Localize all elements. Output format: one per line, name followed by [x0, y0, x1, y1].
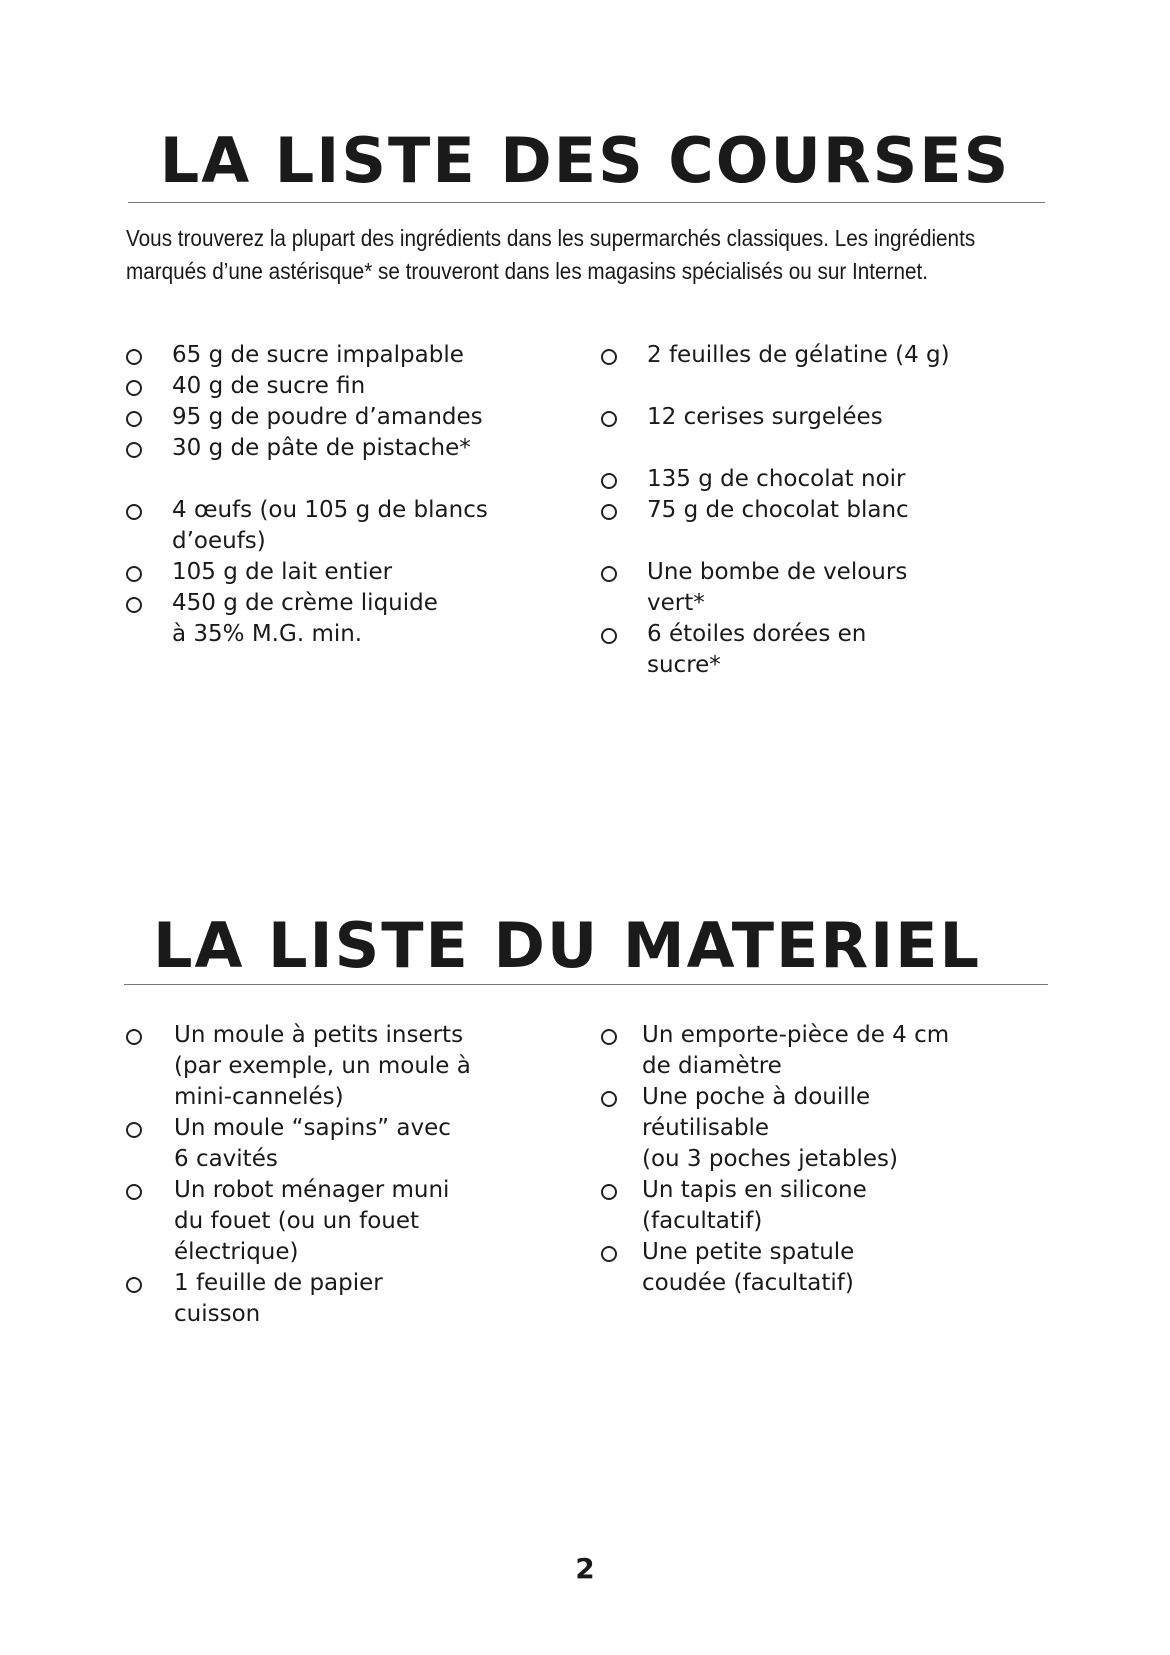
materiel-divider	[124, 984, 1048, 985]
list-item-text: 40 g de sucre fin	[172, 373, 366, 399]
checkbox-circle-icon	[126, 1184, 142, 1200]
list-item-text: 75 g de chocolat blanc	[647, 497, 909, 523]
list-item-text: 4 œufs (ou 105 g de blancs	[172, 497, 488, 523]
list-item-text: 95 g de poudre d’amandes	[172, 404, 483, 430]
list-item-text: réutilisable	[642, 1115, 770, 1141]
list-item-text: cuisson	[174, 1301, 261, 1327]
courses-title: LA LISTE DES COURSES	[159, 124, 1011, 197]
checkbox-circle-icon	[601, 566, 617, 582]
checkbox-circle-icon	[601, 411, 617, 427]
courses-divider	[128, 202, 1045, 203]
checkbox-circle-icon	[601, 473, 617, 489]
list-item-text: du fouet (ou un fouet	[174, 1208, 420, 1234]
list-item-text: 450 g de crème liquide	[172, 590, 438, 616]
checkbox-circle-icon	[126, 566, 142, 582]
checkbox-circle-icon	[601, 1029, 617, 1045]
list-item-text: sucre*	[647, 652, 721, 678]
list-item-text: d’oeufs)	[172, 528, 266, 554]
checkbox-circle-icon	[601, 628, 617, 644]
list-item-text: 135 g de chocolat noir	[647, 466, 906, 492]
checkbox-circle-icon	[601, 1246, 617, 1262]
list-item-text: (par exemple, un moule à	[174, 1053, 471, 1079]
list-item-text: 6 étoiles dorées en	[647, 621, 867, 647]
list-item-text: Un moule à petits inserts	[174, 1022, 464, 1048]
list-item-text: 1 feuille de papier	[174, 1270, 383, 1296]
list-item-text: 2 feuilles de gélatine (4 g)	[647, 342, 950, 368]
list-item-text: 65 g de sucre impalpable	[172, 342, 464, 368]
list-item-text: (ou 3 poches jetables)	[642, 1146, 898, 1172]
list-item-text: électrique)	[174, 1239, 299, 1265]
checkbox-circle-icon	[126, 442, 142, 458]
list-item-text: Un emporte-pièce de 4 cm	[642, 1022, 950, 1048]
checkbox-circle-icon	[126, 1122, 142, 1138]
list-item-text: Un robot ménager muni	[174, 1177, 450, 1203]
checkbox-circle-icon	[126, 349, 142, 365]
list-item-text: (facultatif)	[642, 1208, 763, 1234]
list-item-text: 12 cerises surgelées	[647, 404, 883, 430]
list-item-text: 6 cavités	[174, 1146, 278, 1172]
list-item-text: Un moule “sapins” avec	[174, 1115, 451, 1141]
checkbox-circle-icon	[601, 1091, 617, 1107]
list-item-text: Un tapis en silicone	[642, 1177, 867, 1203]
page-number: 2	[575, 1552, 595, 1585]
list-item-text: mini-cannelés)	[174, 1084, 344, 1110]
list-item-text: 30 g de pâte de pistache*	[172, 435, 471, 461]
checkbox-circle-icon	[126, 1277, 142, 1293]
checkbox-circle-icon	[601, 1184, 617, 1200]
checkbox-circle-icon	[126, 504, 142, 520]
checkbox-circle-icon	[126, 597, 142, 613]
list-item-text: coudée (facultatif)	[642, 1270, 854, 1296]
list-item-text: de diamètre	[642, 1053, 782, 1079]
checkbox-circle-icon	[126, 380, 142, 396]
courses-intro: Vous trouverez la plupart des ingrédients dans les supermarchés classiques. Les ingrédients marqués d’une astérisque* se trouveront dans les magasins spécialisés ou sur Internet.	[126, 225, 976, 284]
materiel-title: LA LISTE DU MATERIEL	[152, 909, 982, 982]
checkbox-circle-icon	[126, 411, 142, 427]
checkbox-circle-icon	[601, 504, 617, 520]
list-item-text: vert*	[647, 590, 705, 616]
checkbox-circle-icon	[601, 349, 617, 365]
list-item-text: à 35% M.G. min.	[172, 621, 363, 647]
list-item-text: 105 g de lait entier	[172, 559, 393, 585]
checkbox-circle-icon	[126, 1029, 142, 1045]
list-item-text: Une petite spatule	[642, 1239, 855, 1265]
list-item-text: Une bombe de velours	[647, 559, 908, 585]
list-item-text: Une poche à douille	[642, 1084, 871, 1110]
